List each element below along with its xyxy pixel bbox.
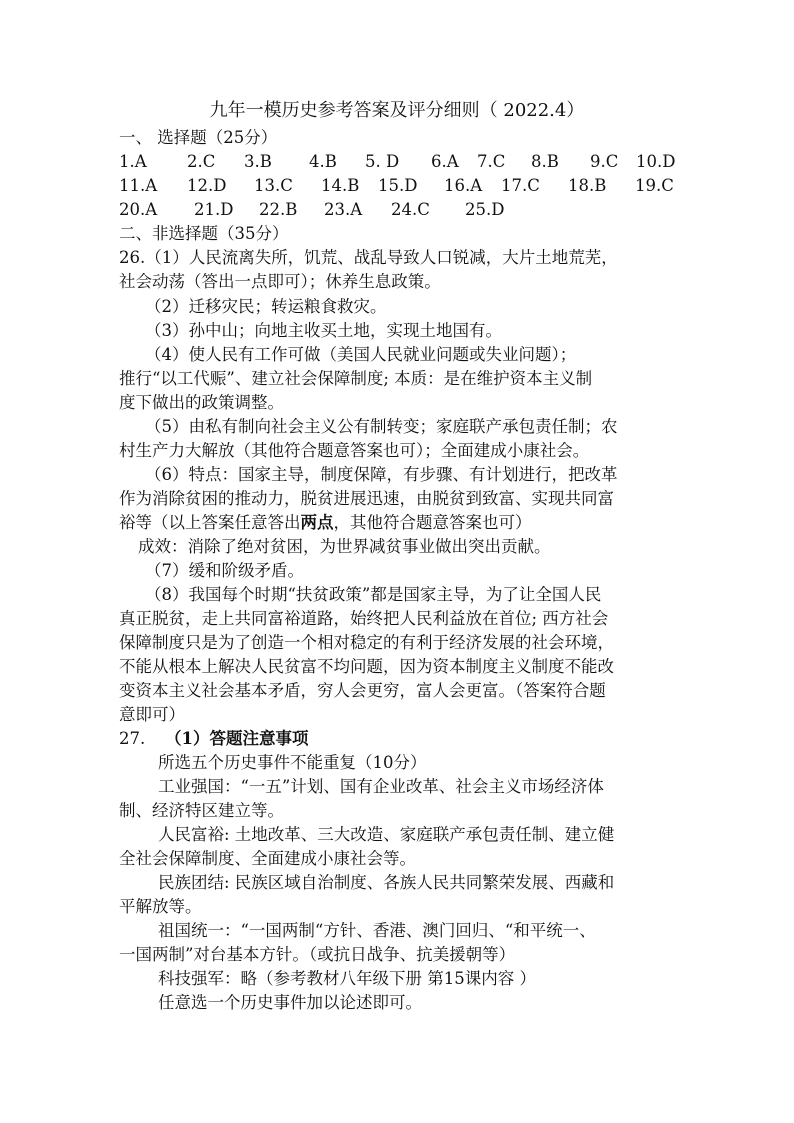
q27-line: 祖国统一：“一国两制“方针、香港、澳门回归、“和平统一、 (158, 921, 596, 940)
q26-line: 不能从根本上解决人民贫富不均问题，因为资本制度主义制度不能改 (119, 657, 614, 676)
q27-line: 平解放等。 (119, 897, 202, 916)
q26-line: （6）特点：国家主导，制度保障，有步骤、有计划进行，把改革 (145, 465, 618, 484)
q26-line: 作为消除贫困的推动力，脱贫进展迅速，由脱贫到致富、实现共同富 (119, 489, 614, 508)
choice-answer: 8.B (531, 152, 559, 171)
q26-text: 裕等（以上答案任意答出 (119, 513, 301, 532)
choice-answer: 3.B (244, 152, 272, 171)
q27-line: 人民富裕: 土地改革、三大改造、家庭联产承包责任制、建立健 (158, 825, 615, 844)
choice-answer: 23.A (324, 200, 363, 219)
choice-answer: 24.C (391, 200, 430, 219)
choice-answer: 2.C (187, 152, 216, 171)
choice-answer: 5. D (365, 152, 400, 171)
q27-line: 制、经济特区建立等。 (119, 801, 284, 820)
q26-line: 真正脱贫，走上共同富裕道路，始终把人民利益放在首位; 西方社会 (119, 609, 609, 628)
q26-line-with-emphasis (119, 512, 532, 534)
choice-answer: 15.D (378, 176, 418, 195)
q27-line: 科技强军：略（参考教材八年级下册 第15课内容 ） (158, 969, 536, 988)
choice-answer: 1.A (119, 152, 147, 171)
q26-line: （4）使人民有工作可做（美国人民就业问题或失业问题）； (145, 345, 577, 364)
choice-answer: 19.C (635, 176, 674, 195)
choice-answer: 9.C (590, 152, 619, 171)
q26-line: 26.（1）人民流离失所，饥荒、战乱导致人口锐减，大片土地荒芜， (119, 248, 618, 267)
choice-answer: 21.D (194, 200, 234, 219)
q27-line: 任意选一个历史事件加以论述即可。 (158, 993, 422, 1012)
q27-line: 所选五个历史事件不能重复（10分） (158, 753, 427, 772)
q26-line: 成效：消除了绝对贫困，为世界减贫事业做出突出贡献。 (138, 537, 551, 556)
choice-answer: 11.A (119, 176, 158, 195)
q26-line: （7）缓和阶级矛盾。 (145, 561, 304, 580)
choice-answer: 13.C (254, 176, 293, 195)
q26-line: （5）由私有制向社会主义公有制转变；家庭联产承包责任制；农 (145, 417, 618, 436)
q26-line: 意即可） (119, 705, 185, 724)
choice-answer: 6.A (431, 152, 459, 171)
q26-emphasis: 两点 (300, 513, 334, 532)
q26-line: （3）孙中山；向地主收买土地，实现土地国有。 (145, 321, 502, 340)
q26-line: 推行“以工代赈”、建立社会保障制度; 本质：是在维护资本主义制 (119, 369, 593, 388)
q27-number: 27. (119, 729, 146, 748)
choice-answer: 25.D (465, 200, 505, 219)
q26-line: 社会动荡（答出一点即可）；休养生息政策。 (119, 272, 441, 291)
choice-answer: 7.C (477, 152, 506, 171)
q26-line: 村生产力大解放（其他符合题意答案也可）；全面建成小康社会。 (119, 441, 590, 460)
page-title: 九年一模历史参考答案及评分细则（ 2022.4） (209, 100, 585, 121)
section-heading-choice: 一、 选择题（25分） (119, 128, 278, 147)
q27-line: 工业强国：“一五”计划、国有企业改革、社会主义市场经济体 (158, 777, 604, 796)
choice-answer: 16.A (444, 176, 483, 195)
choice-answer: 12.D (187, 176, 227, 195)
q26-text: ，其他符合题意答案也可） (333, 513, 532, 532)
q27-line: 全社会保障制度、全面建成小康社会等。 (119, 849, 416, 868)
choice-answer: 10.D (636, 152, 676, 171)
q26-line: （2）迁移灾民；转运粮食救灾。 (145, 297, 387, 316)
choice-answer: 17.C (501, 176, 540, 195)
q26-line: （8）我国每个时期“扶贫政策”都是国家主导，为了让全国人民 (145, 585, 602, 604)
q27-subheading: （1）答题注意事项 (165, 729, 309, 748)
choice-answer: 4.B (309, 152, 337, 171)
q27-line: 一国两制”对台基本方针。（或抗日战争、抗美援朝等） (119, 945, 516, 964)
q26-line: 保障制度只是为了创造一个相对稳定的有利于经济发展的社会环境， (119, 633, 614, 652)
choice-answer: 20.A (119, 200, 158, 219)
choice-answer: 18.B (568, 176, 607, 195)
choice-answer: 14.B (321, 176, 360, 195)
choice-answer: 22.B (259, 200, 298, 219)
q26-line: 度下做出的政策调整。 (119, 393, 284, 412)
q26-line: 变资本主义社会基本矛盾，穷人会更穷，富人会更富。（答案符合题 (119, 681, 606, 700)
section-heading-nonchoice: 二、非选择题（35分） (119, 224, 289, 243)
q27-line: 民族团结: 民族区域自治制度、各族人民共同繁荣发展、西藏和 (158, 873, 615, 892)
